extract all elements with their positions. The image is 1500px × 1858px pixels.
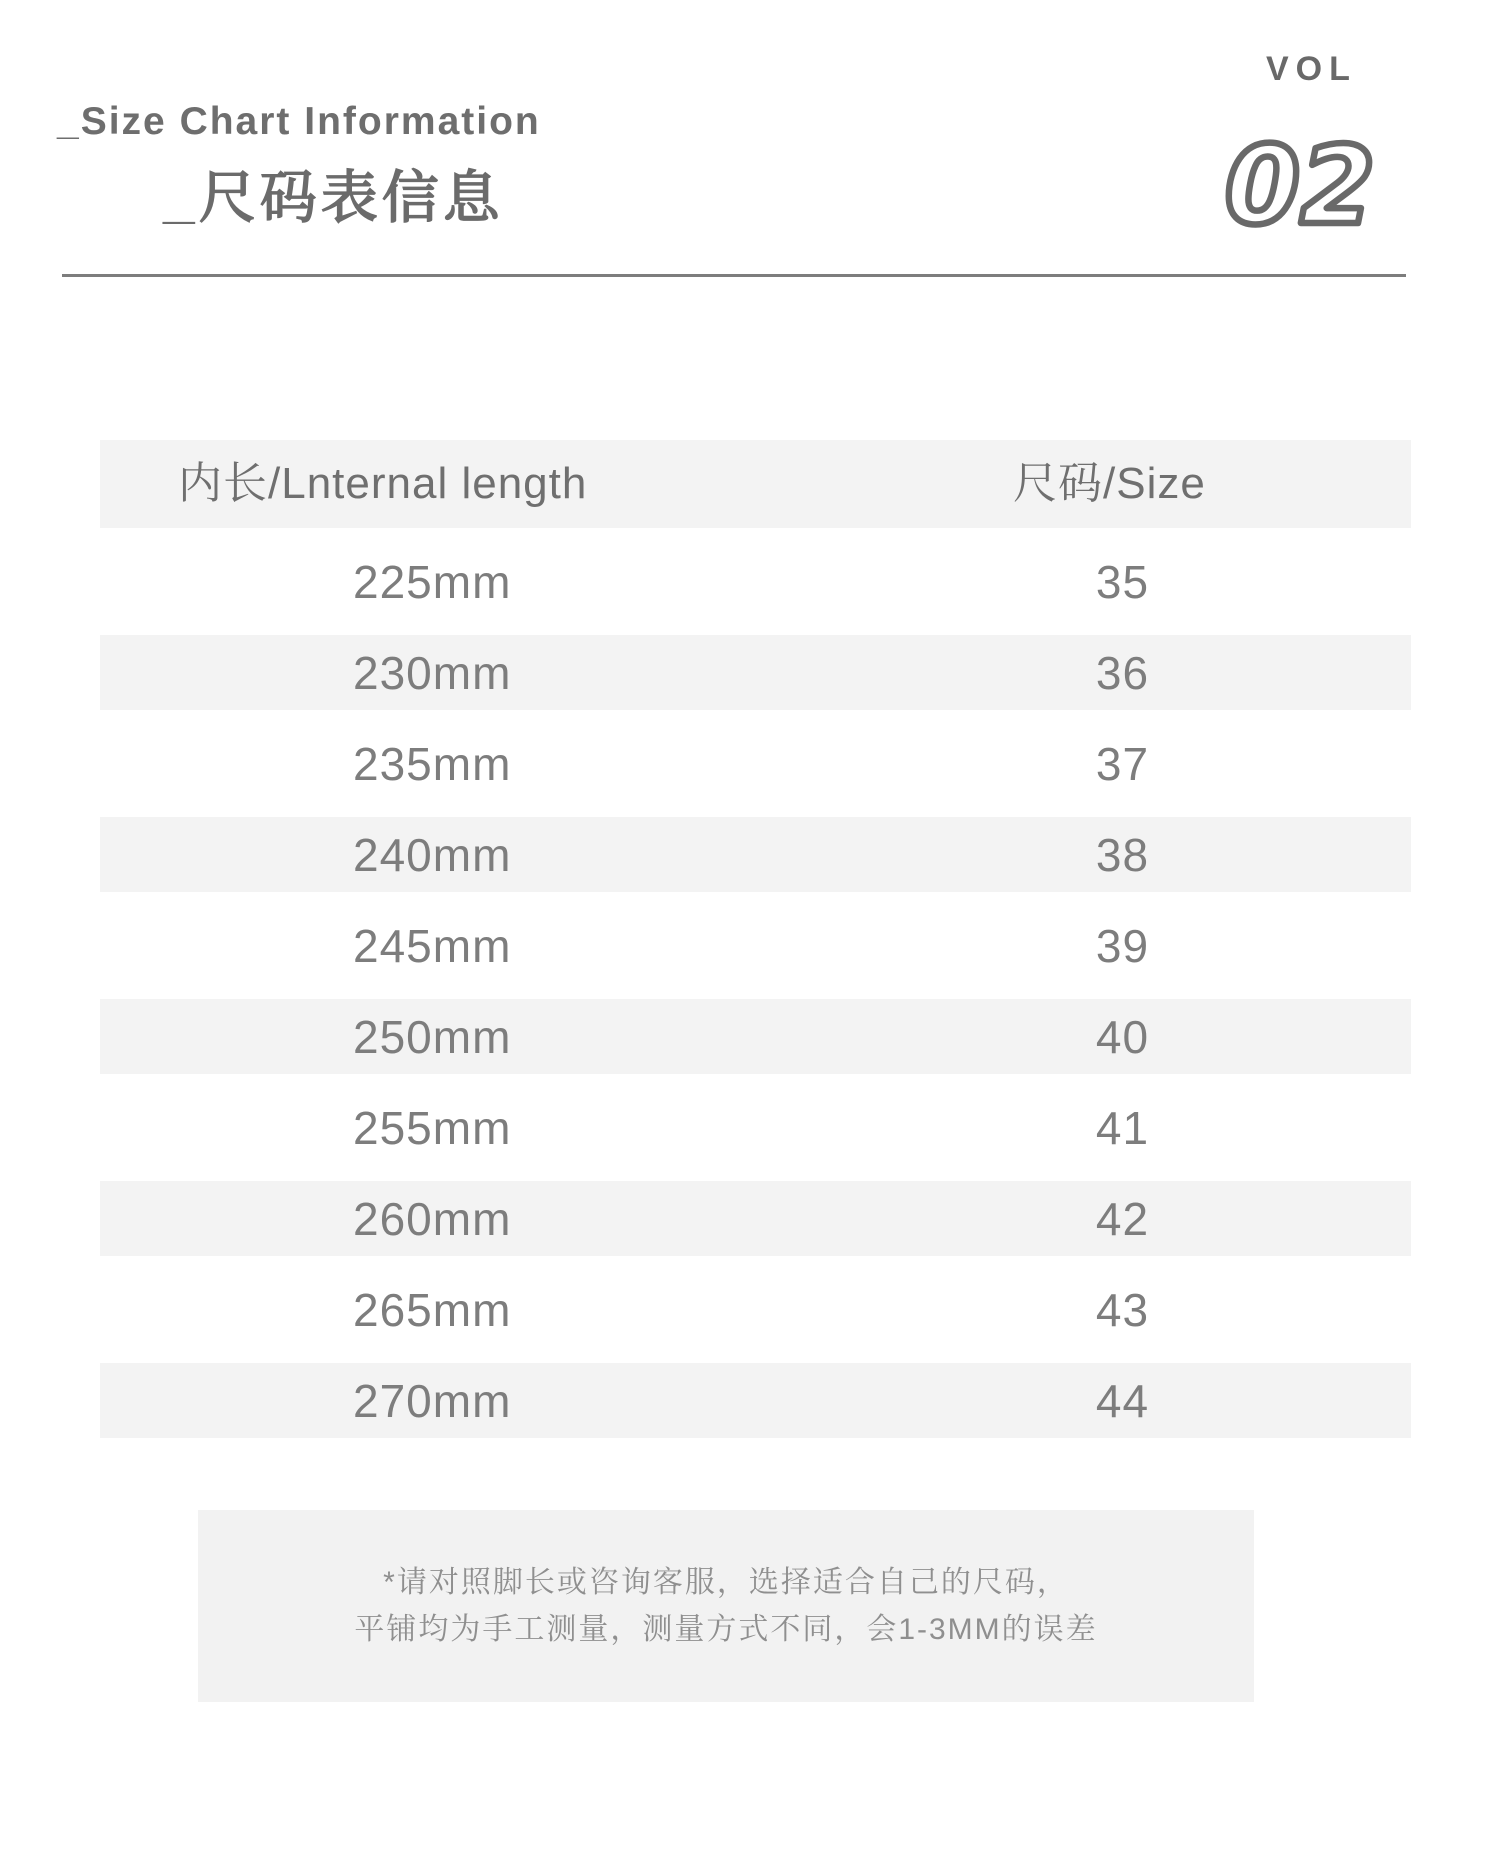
table-row [100,999,1411,1074]
measurement-note-box [198,1510,1254,1702]
volume-number-outline [1210,124,1390,246]
table-row [100,710,1411,817]
internal-length-value: 265mm [353,1283,512,1336]
table-row [100,1256,1411,1363]
table-row [100,1074,1411,1181]
table-row [100,635,1411,710]
size-value: 44 [1095,1374,1150,1427]
size-value: 36 [1095,646,1150,699]
internal-length-value: 225mm [353,555,512,608]
page-title-english: _Size Chart Information [57,100,541,143]
internal-length-value: 240mm [353,828,512,881]
table-row [100,1363,1411,1438]
size-value: 35 [1095,555,1150,608]
size-value: 42 [1095,1192,1150,1245]
volume-label: VOL [1266,50,1357,88]
note-line-2: 平铺均为手工测量，测量方式不同，会1-3MM的误差 [354,1613,1098,1646]
internal-length-value: 255mm [353,1101,512,1154]
header-divider-line [62,274,1406,277]
internal-length-value: 245mm [353,919,512,972]
table-header-row [100,440,1411,528]
column-header-size: 尺码/Size [1013,459,1206,508]
table-row [100,528,1411,635]
size-value: 41 [1095,1101,1150,1154]
table-row [100,817,1411,892]
internal-length-value: 260mm [353,1192,512,1245]
size-value: 37 [1095,737,1150,790]
table-row [100,892,1411,999]
volume-number-text: 02 [1224,124,1376,246]
internal-length-value: 250mm [353,1010,512,1063]
internal-length-value: 230mm [353,646,512,699]
internal-length-value: 235mm [353,737,512,790]
note-line-1: *请对照脚长或咨询客服，选择适合自己的尺码， [383,1566,1069,1599]
size-value: 38 [1095,828,1150,881]
size-value: 39 [1095,919,1150,972]
size-chart-table [100,440,1411,1438]
volume-number-svg [1210,124,1390,246]
size-value: 43 [1095,1283,1150,1336]
table-row [100,1181,1411,1256]
size-table-body [100,528,1411,1438]
page-title-chinese: _尺码表信息 [163,166,504,230]
internal-length-value: 270mm [353,1374,512,1427]
size-value: 40 [1095,1010,1150,1063]
column-header-internal-length: 内长/Lnternal length [178,459,588,508]
